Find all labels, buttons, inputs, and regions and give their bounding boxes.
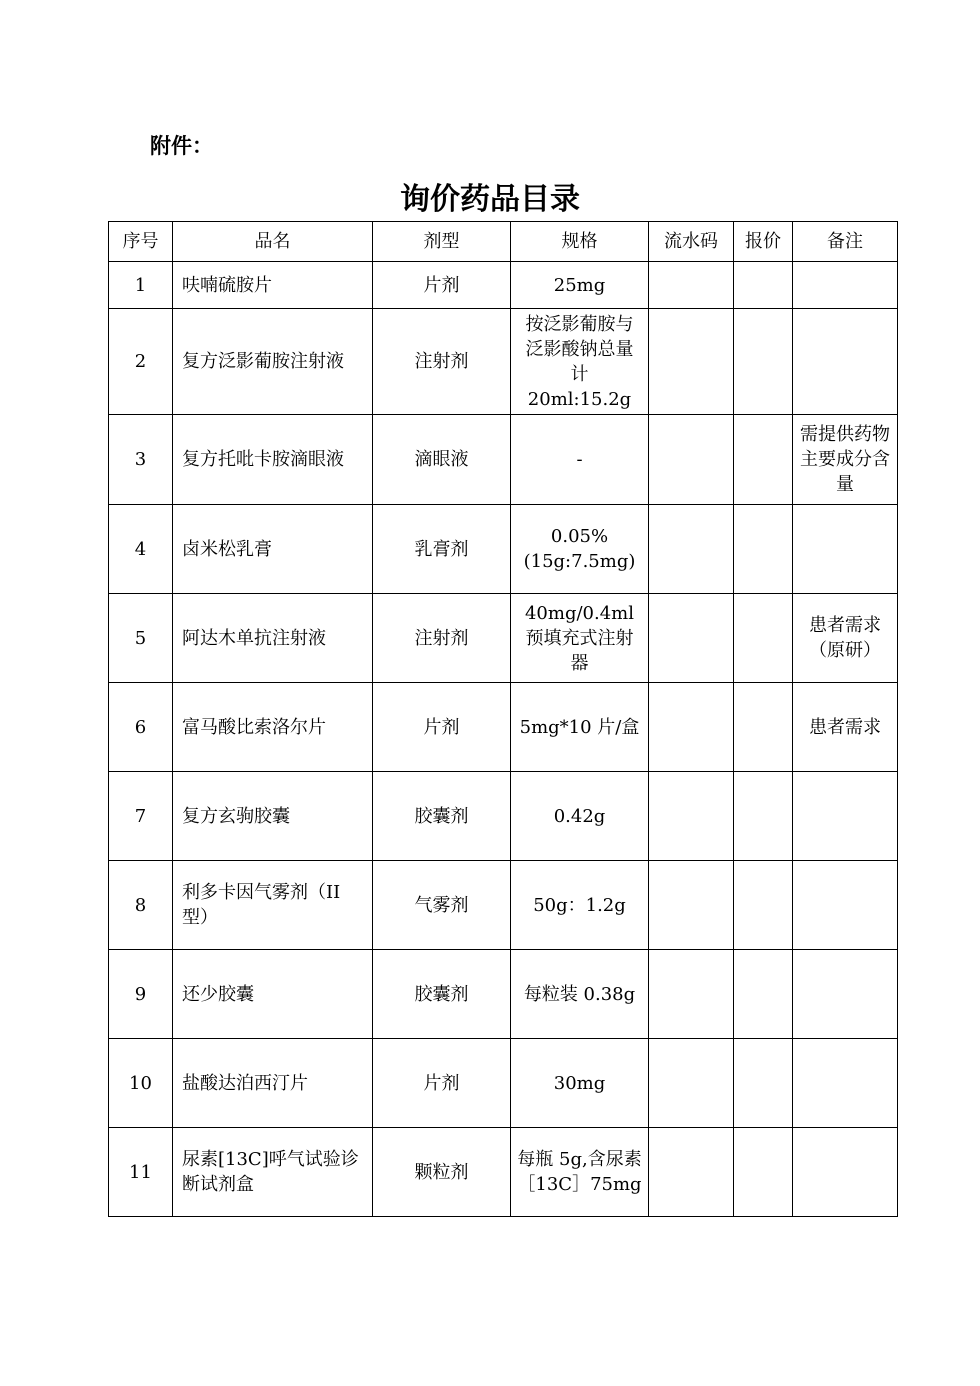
cell-name: 还少胶囊 bbox=[173, 950, 373, 1039]
document-title: 询价药品目录 bbox=[400, 182, 580, 217]
cell-serial bbox=[649, 309, 734, 415]
table-row bbox=[109, 1039, 898, 1128]
cell-form: 滴眼液 bbox=[373, 415, 511, 505]
header-no: 序号 bbox=[109, 222, 173, 262]
cell-spec: 40mg/0.4ml预填充式注射器 bbox=[511, 594, 649, 683]
cell-note bbox=[793, 505, 898, 594]
cell-quote bbox=[734, 505, 793, 594]
cell-no: 11 bbox=[109, 1128, 173, 1217]
cell-quote bbox=[734, 950, 793, 1039]
cell-quote bbox=[734, 594, 793, 683]
cell-no: 2 bbox=[109, 309, 173, 415]
cell-note: 需提供药物主要成分含量 bbox=[793, 415, 898, 505]
cell-spec: 每粒装 0.38g bbox=[511, 950, 649, 1039]
table-row bbox=[109, 415, 898, 505]
table-row bbox=[109, 594, 898, 683]
cell-no: 8 bbox=[109, 861, 173, 950]
cell-note: 患者需求 bbox=[793, 683, 898, 772]
cell-name: 复方泛影葡胺注射液 bbox=[173, 309, 373, 415]
cell-name: 利多卡因气雾剂（II型） bbox=[173, 861, 373, 950]
cell-spec: 5mg*10 片/盒 bbox=[511, 683, 649, 772]
table-row bbox=[109, 505, 898, 594]
header-note: 备注 bbox=[793, 222, 898, 262]
cell-form: 片剂 bbox=[373, 683, 511, 772]
table-row bbox=[109, 772, 898, 861]
cell-serial bbox=[649, 1039, 734, 1128]
cell-quote bbox=[734, 861, 793, 950]
cell-serial bbox=[649, 262, 734, 309]
cell-form: 胶囊剂 bbox=[373, 772, 511, 861]
cell-no: 9 bbox=[109, 950, 173, 1039]
cell-spec: 0.05%(15g:7.5mg) bbox=[511, 505, 649, 594]
table-row bbox=[109, 861, 898, 950]
cell-quote bbox=[734, 1128, 793, 1217]
cell-spec: 0.42g bbox=[511, 772, 649, 861]
table-row bbox=[109, 1128, 898, 1217]
cell-quote bbox=[734, 683, 793, 772]
cell-name: 富马酸比索洛尔片 bbox=[173, 683, 373, 772]
table-row bbox=[109, 683, 898, 772]
cell-no: 4 bbox=[109, 505, 173, 594]
cell-spec: 50g：1.2g bbox=[511, 861, 649, 950]
cell-spec: 25mg bbox=[511, 262, 649, 309]
cell-quote bbox=[734, 262, 793, 309]
cell-serial bbox=[649, 861, 734, 950]
cell-note bbox=[793, 262, 898, 309]
cell-no: 10 bbox=[109, 1039, 173, 1128]
cell-form: 片剂 bbox=[373, 1039, 511, 1128]
cell-name: 复方托吡卡胺滴眼液 bbox=[173, 415, 373, 505]
cell-no: 5 bbox=[109, 594, 173, 683]
cell-note bbox=[793, 861, 898, 950]
table-header-row bbox=[109, 222, 898, 262]
cell-quote bbox=[734, 1039, 793, 1128]
cell-form: 气雾剂 bbox=[373, 861, 511, 950]
header-form: 剂型 bbox=[373, 222, 511, 262]
cell-name: 尿素[13C]呼气试验诊断试剂盒 bbox=[173, 1128, 373, 1217]
cell-no: 3 bbox=[109, 415, 173, 505]
cell-name: 盐酸达泊西汀片 bbox=[173, 1039, 373, 1128]
cell-serial bbox=[649, 1128, 734, 1217]
cell-note: 患者需求（原研） bbox=[793, 594, 898, 683]
cell-serial bbox=[649, 594, 734, 683]
header-quote: 报价 bbox=[734, 222, 793, 262]
cell-name: 卤米松乳膏 bbox=[173, 505, 373, 594]
cell-note bbox=[793, 950, 898, 1039]
header-spec: 规格 bbox=[511, 222, 649, 262]
cell-spec: - bbox=[511, 415, 649, 505]
cell-quote bbox=[734, 309, 793, 415]
cell-serial bbox=[649, 950, 734, 1039]
cell-form: 注射剂 bbox=[373, 309, 511, 415]
cell-spec: 每瓶 5g,含尿素［13C］75mg bbox=[511, 1128, 649, 1217]
cell-quote bbox=[734, 415, 793, 505]
cell-note bbox=[793, 1128, 898, 1217]
cell-note bbox=[793, 772, 898, 861]
table-row bbox=[109, 262, 898, 309]
cell-serial bbox=[649, 683, 734, 772]
cell-form: 注射剂 bbox=[373, 594, 511, 683]
header-name: 品名 bbox=[173, 222, 373, 262]
cell-name: 阿达木单抗注射液 bbox=[173, 594, 373, 683]
cell-no: 7 bbox=[109, 772, 173, 861]
cell-no: 6 bbox=[109, 683, 173, 772]
cell-name: 呋喃硫胺片 bbox=[173, 262, 373, 309]
cell-no: 1 bbox=[109, 262, 173, 309]
header-serial: 流水码 bbox=[649, 222, 734, 262]
table-row bbox=[109, 309, 898, 415]
table-row bbox=[109, 950, 898, 1039]
cell-serial bbox=[649, 505, 734, 594]
cell-spec: 30mg bbox=[511, 1039, 649, 1128]
cell-form: 乳膏剂 bbox=[373, 505, 511, 594]
cell-form: 胶囊剂 bbox=[373, 950, 511, 1039]
cell-form: 颗粒剂 bbox=[373, 1128, 511, 1217]
cell-note bbox=[793, 1039, 898, 1128]
cell-note bbox=[793, 309, 898, 415]
cell-quote bbox=[734, 772, 793, 861]
cell-name: 复方玄驹胶囊 bbox=[173, 772, 373, 861]
cell-form: 片剂 bbox=[373, 262, 511, 309]
attachment-label: 附件： bbox=[150, 134, 213, 158]
cell-spec: 按泛影葡胺与泛影酸钠总量计 20ml:15.2g bbox=[511, 309, 649, 415]
cell-serial bbox=[649, 415, 734, 505]
cell-serial bbox=[649, 772, 734, 861]
drug-inquiry-table bbox=[108, 221, 898, 1217]
